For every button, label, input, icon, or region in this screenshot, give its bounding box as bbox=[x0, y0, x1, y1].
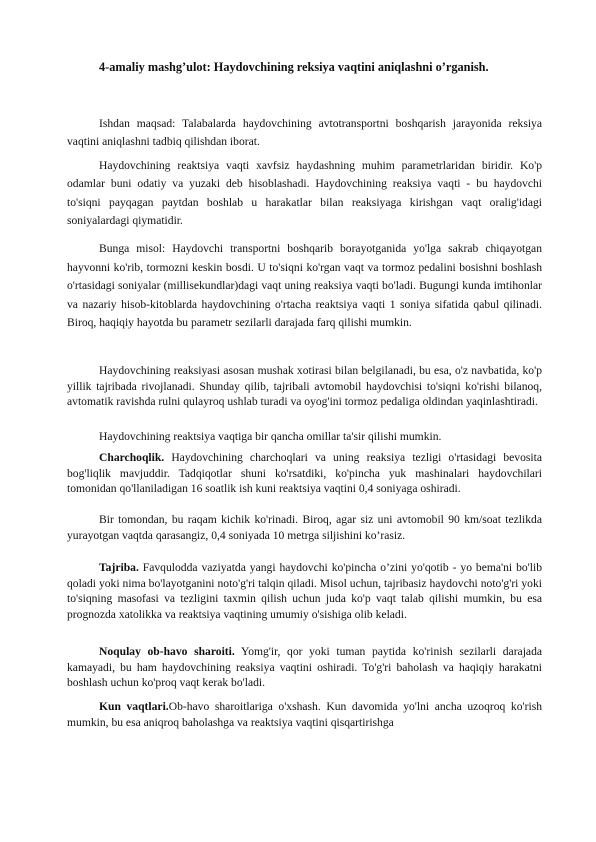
paragraph-speed-example bbox=[67, 512, 542, 543]
paragraph-time-of-day bbox=[67, 699, 542, 730]
paragraph-text: Haydovchining reaktsiya vaqtiga bir qancha omillar ta'sir qilishi mumkin. bbox=[99, 430, 442, 443]
paragraph-text: Favqulodda vaziyatda yangi haydovchi ko'pincha o’zini yo'qotib - yo bema'ni bo'lib qoladi yoki nima bo'layotganini noto'g'ri talqin qiladi. Misol uchun, tajribasiz haydovchi noto'g'ri yoki to'siqning masofasi va tezligini taxmin qilish uchun juda ko'p vaqt talab qilishi mumkin, bu esa prognozda xatolikka va reaktsiya vaqtining umumiy o'sishiga olib keladi. bbox=[67, 561, 542, 621]
paragraph-text: Ishdan maqsad: Talabalarda haydovchining avtotransportni boshqarish jarayonida reksiya vaqtini aniqlashni tadbiq qilishdan iborat. bbox=[67, 117, 542, 148]
paragraph-factors-intro bbox=[67, 429, 542, 445]
paragraph-experience bbox=[67, 560, 542, 622]
paragraph-goal bbox=[67, 115, 542, 150]
paragraph-text: Bir tomondan, bu raqam kichik ko'rinadi. Biroq, agar siz uni avtomobil 90 km/soat tezlikda yurayotgan vaqtda qarasangiz, 0,4 soniyada 10 metrga siljishini ko’rasiz. bbox=[67, 513, 542, 542]
document-title: 4-amaliy mashg’ulot: Haydovchining reksiya vaqtini aniqlashni o’rganish. bbox=[99, 60, 489, 74]
paragraph-lead: Kun vaqtlari. bbox=[99, 700, 169, 713]
paragraph-text: Haydovchining charchoqlari va uning reaksiya tezligi o'rtasidagi bevosita bog'liqlik mavjuddir. Tadqiqotlar shuni ko'rsatdiki, ko'pincha yuk mashinalari haydovchilari tomonidan qo'llaniladigan 16 soatlik ish kuni reaktsiya vaqtini 0,4 soniyaga oshiradi. bbox=[67, 451, 542, 495]
paragraph-text: Ob-havo sharoitlariga o'xshash. Kun davomida yo'lni ancha uzoqroq ko'rish mumkin, bu esa aniqroq baholashga va reaktsiya vaqtini qisqartirishga bbox=[67, 700, 543, 729]
paragraph-weather bbox=[67, 644, 542, 691]
paragraph-lead: Charchoqlik. bbox=[99, 451, 165, 464]
paragraph-definition bbox=[67, 157, 542, 230]
paragraph-text: Yomg'ir, qor yoki tuman paytida ko'rinish sezilarli darajada kamayadi, bu ham haydovchining reaksiya vaqtini oshiradi. To'g'ri baholash va haqiqiy harakatni boshlash uchun ko'proq vaqt kerak bo'ladi. bbox=[67, 645, 543, 689]
paragraph-fatigue bbox=[67, 450, 542, 497]
paragraph-example bbox=[67, 240, 542, 333]
paragraph-lead: Noqulay ob-havo sharoiti. bbox=[99, 645, 235, 658]
paragraph-lead: Tajriba. bbox=[99, 561, 139, 574]
paragraph-text: Haydovchining reaktsiya vaqti xavfsiz haydashning muhim parametrlaridan biridir. Ko'p odamlar buni odatiy va yuzaki deb hisoblashadi. Haydovchining reaksiya vaqti - bu haydovchi to'siqni payqagan paytdan boshlab u harakatlar bilan reaksiyaga kirishgan vaqt oralig'idagi soniyalardagi qiymatidir. bbox=[67, 159, 542, 227]
paragraph-text: Bunga misol: Haydovchi transportni boshqarib borayotganida yo'lga sakrab chiqayotgan hayvonni ko'rib, tormozni keskin bosdi. U to'siqni ko'rgan vaqt va tormoz pedalini bosishni boshlash o'rtasidagi soniyalar (millisekundlar)dagi vaqt uning reaksiya vaqti bo'ladi. Bugungi kunda imtihonlar va nazariy hisob-kitoblarda haydovchining o'rtacha reaktsiya vaqti 1 soniya sifatida qabul qilinadi. Biroq, haqiqiy hayotda bu parametr sezilarli darajada farq qilishi mumkin. bbox=[67, 242, 542, 330]
paragraph-muscle-memory bbox=[67, 363, 542, 410]
paragraph-text: Haydovchining reaksiyasi asosan mushak xotirasi bilan belgilanadi, bu esa, o'z navbatida, ko'p yillik tajribada rivojlanadi. Shunday qilib, tajribali avtomobil haydovchisi to'siqni ko'rishi bilanoq, avtomatik ravishda rulni qulayroq ushlab turadi va oyog'ini tormoz pedaliga oldindan yaqinlashtiradi. bbox=[67, 364, 542, 408]
